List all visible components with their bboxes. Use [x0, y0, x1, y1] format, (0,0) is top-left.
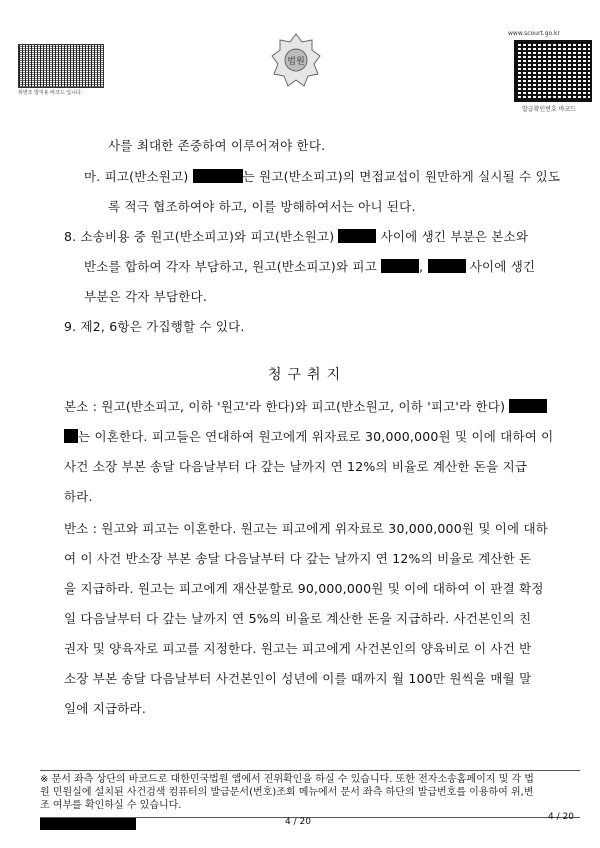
text-span: ,	[419, 259, 428, 274]
text-span: 마. 피고(반소원고)	[84, 169, 193, 184]
text-span: 는 이혼한다. 피고들은 연대하여 원고에게 위자료로 30,000,000원 및 이에 대하여 이	[78, 429, 554, 444]
text-span: 반소를 합하여 각자 부담하고, 원고(반소피고)와 피고	[84, 259, 382, 274]
footer-notice-line: 조 여부를 확인하실 수 있습니다.	[40, 800, 182, 811]
body-line	[64, 397, 547, 415]
body-line: 권자 및 양육자로 피고를 지정한다. 원고는 피고에게 사건본인의 양육비로 이 사건 반	[64, 641, 532, 656]
page-number: 4 / 20	[285, 817, 311, 827]
section-heading: 청구취지	[268, 367, 347, 383]
body-line: 사를 최대한 존중하여 이루어져야 한다.	[108, 138, 326, 153]
body-line: 일 다음날부터 다 갚는 날까지 연 5%의 비율로 계산한 돈을 지급하라. 사건본인의 친	[64, 611, 532, 626]
body-line	[84, 257, 535, 275]
redaction-box	[509, 399, 547, 413]
verification-barcode	[514, 40, 592, 102]
text-span: 사이에 생긴 부분은 본소와	[376, 229, 529, 244]
body-line	[64, 227, 528, 245]
verification-barcode-caption: 발급확인번호 바코드	[522, 106, 577, 113]
emblem-label: 법원	[287, 57, 305, 67]
body-line: 하라.	[64, 489, 93, 504]
security-barcode	[18, 44, 104, 88]
body-line: 소장 부본 송달 다음날부터 사건본인이 성년에 이를 때까지 월 100만 원씩을 매월 말	[64, 671, 532, 686]
body-line: 반소 : 원고와 피고는 이혼한다. 원고는 피고에게 위자료로 30,000,000원 및 이에 대하	[64, 521, 549, 536]
footer-notice-line: ※ 문서 좌측 상단의 바코드로 대한민국법원 앱에서 진위확인을 하실 수 있습니다. 또한 전자소송홈페이지 및 각 법	[40, 774, 534, 785]
redaction-box	[428, 259, 466, 273]
text-span: 사이에 생긴	[465, 259, 536, 274]
redaction-box	[338, 229, 376, 243]
page-number-right: 4 / 20	[548, 812, 574, 822]
text-span: 8. 소송비용 중 원고(반소피고)와 피고(반소원고)	[64, 229, 339, 244]
body-line: 일에 지급하라.	[64, 701, 146, 716]
site-url: www.scourt.go.kr	[508, 30, 560, 37]
body-line	[84, 167, 560, 185]
footer-notice-line: 원 민원실에 설치된 사건검색 컴퓨터의 발급문서(번호)조회 메뉴에서 문서 좌측 하단의 발급번호를 이용하여 위,변	[40, 787, 534, 798]
body-line	[64, 427, 553, 445]
text-span: 본소 : 원고(반소피고, 이하 '원고'라 한다)와 피고(반소원고, 이하 '피고'라 한다)	[64, 399, 510, 414]
body-line: 사건 소장 부본 송달 다음날부터 다 갚는 날까지 연 12%의 비율로 계산한 돈을 지급	[64, 459, 528, 474]
redaction-box	[64, 429, 78, 443]
body-line: 록 적극 협조하여야 하고, 이를 방해하여서는 아니 된다.	[108, 199, 416, 214]
redaction-box	[381, 259, 419, 273]
body-line: 부분은 각자 부담한다.	[84, 289, 207, 304]
text-span: 는 원고(반소피고)의 면접교섭이 원만하게 실시될 수 있도	[242, 169, 561, 184]
barcode-caption: 위변조 방지용 바코드 입니다.	[18, 90, 83, 96]
redaction-box	[40, 818, 136, 830]
redaction-box	[193, 169, 243, 183]
court-emblem-icon	[268, 30, 324, 92]
body-line: 여 이 사건 반소장 부본 송달 다음날부터 다 갚는 날까지 연 12%의 비율로 계산한 돈	[64, 551, 532, 566]
body-line: 9. 제2, 6항은 가집행할 수 있다.	[64, 319, 245, 334]
footer-notice	[40, 770, 580, 818]
body-line: 을 지급하라. 원고는 피고에게 재산분할로 90,000,000원 및 이에 대하여 이 판결 확정	[64, 581, 544, 596]
